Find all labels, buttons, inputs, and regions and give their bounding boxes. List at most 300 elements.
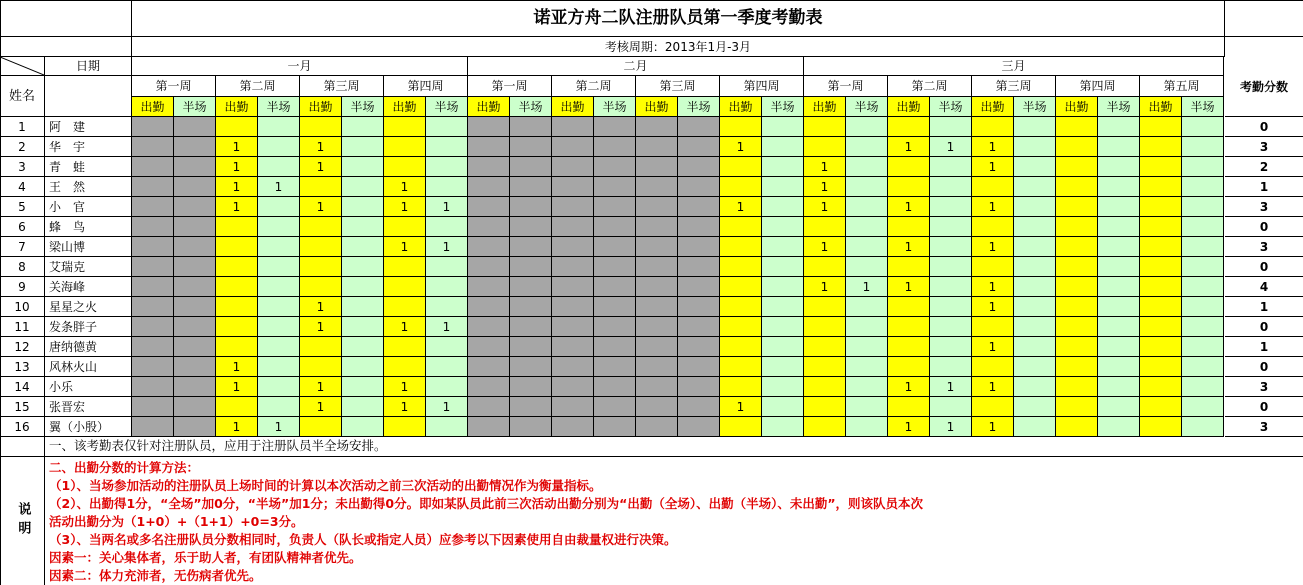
- row-number: 14: [0, 377, 45, 397]
- player-name: 关海峰: [45, 277, 132, 297]
- half-cell: [174, 157, 216, 177]
- attend-subheader: 出勤: [636, 97, 678, 117]
- attend-cell: [132, 257, 174, 277]
- attend-cell: [300, 257, 342, 277]
- attend-cell: [636, 137, 678, 157]
- attend-cell: [1140, 317, 1182, 337]
- attend-cell: 1: [804, 177, 846, 197]
- attend-cell: [1140, 277, 1182, 297]
- half-cell: 1: [426, 397, 468, 417]
- half-cell: [174, 357, 216, 377]
- half-cell: [930, 237, 972, 257]
- half-cell: [678, 217, 720, 237]
- half-subheader: 半场: [426, 97, 468, 117]
- player-name: 翼（小殷）: [45, 417, 132, 437]
- attend-cell: [552, 217, 594, 237]
- half-cell: [762, 157, 804, 177]
- attend-cell: 1: [384, 197, 426, 217]
- attend-cell: [468, 217, 510, 237]
- attend-cell: 1: [972, 137, 1014, 157]
- attend-cell: [132, 237, 174, 257]
- half-cell: [174, 137, 216, 157]
- half-cell: [762, 237, 804, 257]
- name-header-blank: [45, 76, 132, 117]
- half-cell: [678, 397, 720, 417]
- attend-cell: [216, 117, 258, 137]
- half-cell: [426, 377, 468, 397]
- half-cell: [930, 177, 972, 197]
- half-cell: [426, 277, 468, 297]
- half-cell: [1014, 237, 1056, 257]
- attend-cell: [468, 177, 510, 197]
- half-cell: [1014, 177, 1056, 197]
- attend-subheader: 出勤: [1056, 97, 1098, 117]
- attend-subheader: 出勤: [804, 97, 846, 117]
- half-cell: [846, 297, 888, 317]
- half-cell: [846, 377, 888, 397]
- attend-cell: [552, 317, 594, 337]
- attend-cell: [888, 297, 930, 317]
- attend-cell: [552, 377, 594, 397]
- half-cell: [594, 197, 636, 217]
- note-red-line: （2）、出勤得1分，“全场”加0分，“半场”加1分；未出勤得0分。即如某队员此前三次活动出勤分别为“出勤（全场）、出勤（半场）、未出勤”，则该队员本次: [49, 496, 924, 511]
- half-cell: [846, 117, 888, 137]
- half-cell: [1098, 257, 1140, 277]
- attend-cell: [132, 337, 174, 357]
- attend-cell: [1056, 137, 1098, 157]
- note-red-line: 因素二：体力充沛者，无伤病者优先。: [49, 568, 262, 583]
- attend-cell: 1: [384, 377, 426, 397]
- attend-cell: [384, 417, 426, 437]
- attend-cell: [552, 117, 594, 137]
- half-cell: 1: [258, 177, 300, 197]
- player-name: 王 然: [45, 177, 132, 197]
- attend-cell: 1: [888, 277, 930, 297]
- half-cell: [1014, 157, 1056, 177]
- row-number: 1: [0, 117, 45, 137]
- half-cell: [1014, 297, 1056, 317]
- week-header: 第二周: [552, 76, 636, 97]
- attend-cell: [636, 117, 678, 137]
- attend-cell: 1: [972, 337, 1014, 357]
- half-cell: [678, 137, 720, 157]
- diagonal-line-icon: [0, 57, 44, 75]
- row-number: 5: [0, 197, 45, 217]
- attend-cell: [1140, 177, 1182, 197]
- half-cell: [1098, 357, 1140, 377]
- attend-subheader: 出勤: [888, 97, 930, 117]
- attend-subheader: 出勤: [216, 97, 258, 117]
- attend-cell: 1: [888, 137, 930, 157]
- half-cell: [426, 177, 468, 197]
- attend-cell: [300, 177, 342, 197]
- attend-cell: [300, 337, 342, 357]
- attend-cell: [636, 277, 678, 297]
- title-right-cell: [1225, 0, 1303, 37]
- attend-cell: 1: [384, 317, 426, 337]
- attend-cell: [132, 217, 174, 237]
- attend-cell: [1140, 217, 1182, 237]
- half-cell: [594, 157, 636, 177]
- half-cell: [762, 297, 804, 317]
- attend-cell: [888, 117, 930, 137]
- half-cell: [426, 417, 468, 437]
- attend-subheader: 出勤: [720, 97, 762, 117]
- attend-cell: [300, 417, 342, 437]
- half-subheader: 半场: [174, 97, 216, 117]
- score-cell: 3: [1225, 237, 1303, 257]
- attend-subheader: 出勤: [552, 97, 594, 117]
- week-header: 第二周: [216, 76, 300, 97]
- player-name: 艾瑞克: [45, 257, 132, 277]
- row-number: 12: [0, 337, 45, 357]
- attend-cell: [636, 417, 678, 437]
- half-cell: [594, 337, 636, 357]
- half-cell: [174, 317, 216, 337]
- half-cell: [510, 217, 552, 237]
- half-cell: [930, 397, 972, 417]
- attend-cell: [1140, 357, 1182, 377]
- diagonal-corner-cell: [0, 57, 45, 76]
- week-header: 第一周: [804, 76, 888, 97]
- half-cell: [594, 277, 636, 297]
- half-cell: [1098, 297, 1140, 317]
- attend-cell: [1056, 277, 1098, 297]
- attend-cell: [636, 257, 678, 277]
- attend-cell: [1056, 337, 1098, 357]
- attend-cell: 1: [720, 397, 762, 417]
- half-cell: [342, 297, 384, 317]
- half-cell: [342, 377, 384, 397]
- period-label: 考核周期：2013年1月-3月: [132, 37, 1225, 57]
- half-cell: [1014, 357, 1056, 377]
- attend-cell: [636, 297, 678, 317]
- half-cell: [174, 337, 216, 357]
- attend-cell: 1: [888, 237, 930, 257]
- half-cell: [174, 377, 216, 397]
- row-number: 8: [0, 257, 45, 277]
- half-cell: [678, 357, 720, 377]
- score-cell: 3: [1225, 197, 1303, 217]
- half-cell: [1182, 417, 1224, 437]
- half-cell: [846, 337, 888, 357]
- attend-cell: 1: [300, 397, 342, 417]
- half-cell: [1182, 337, 1224, 357]
- half-cell: [762, 197, 804, 217]
- attend-cell: [1056, 217, 1098, 237]
- player-name: 星星之火: [45, 297, 132, 317]
- half-cell: [426, 137, 468, 157]
- half-cell: [594, 137, 636, 157]
- half-cell: [342, 177, 384, 197]
- attend-cell: 1: [972, 417, 1014, 437]
- attend-cell: [636, 357, 678, 377]
- half-cell: [930, 357, 972, 377]
- month-header: 二月: [468, 57, 804, 76]
- half-cell: [594, 217, 636, 237]
- half-cell: [930, 337, 972, 357]
- score-cell: 0: [1225, 217, 1303, 237]
- week-header: 第五周: [1140, 76, 1224, 97]
- half-cell: [342, 237, 384, 257]
- player-name: 青 蛙: [45, 157, 132, 177]
- half-cell: [846, 417, 888, 437]
- attend-cell: 1: [216, 137, 258, 157]
- half-cell: [1014, 377, 1056, 397]
- half-cell: [1098, 377, 1140, 397]
- attend-cell: [636, 217, 678, 237]
- half-cell: [762, 357, 804, 377]
- attend-cell: [552, 297, 594, 317]
- note-red-line: （1）、当场参加活动的注册队员上场时间的计算以本次活动之前三次活动的出勤情况作为衡量指标。: [49, 478, 602, 493]
- half-cell: [678, 197, 720, 217]
- half-cell: [762, 277, 804, 297]
- attend-cell: [636, 397, 678, 417]
- half-cell: [762, 337, 804, 357]
- attend-subheader: 出勤: [300, 97, 342, 117]
- half-cell: [930, 277, 972, 297]
- half-cell: [258, 397, 300, 417]
- attend-cell: [804, 117, 846, 137]
- half-cell: [258, 117, 300, 137]
- half-cell: [678, 337, 720, 357]
- half-cell: [342, 417, 384, 437]
- row-number: 4: [0, 177, 45, 197]
- half-cell: [174, 197, 216, 217]
- half-cell: [510, 317, 552, 337]
- attend-cell: [468, 237, 510, 257]
- half-cell: [174, 217, 216, 237]
- half-cell: [258, 317, 300, 337]
- half-cell: [1182, 277, 1224, 297]
- half-cell: [846, 397, 888, 417]
- attend-cell: [384, 337, 426, 357]
- half-cell: [846, 237, 888, 257]
- attend-cell: [384, 277, 426, 297]
- half-cell: [1014, 257, 1056, 277]
- half-cell: [1098, 417, 1140, 437]
- row-number: 9: [0, 277, 45, 297]
- note-red-line: 活动出勤分为（1+0）+（1+1）+0=3分。: [49, 514, 304, 529]
- row-number: 16: [0, 417, 45, 437]
- note-red-line: 因素一：关心集体者，乐于助人者，有团队精神者优先。: [49, 550, 362, 565]
- attend-cell: [1056, 417, 1098, 437]
- attend-cell: [804, 137, 846, 157]
- half-cell: [678, 277, 720, 297]
- attend-cell: [972, 177, 1014, 197]
- attend-cell: 1: [384, 397, 426, 417]
- attend-cell: [1140, 117, 1182, 137]
- half-cell: [930, 217, 972, 237]
- half-cell: [258, 257, 300, 277]
- attend-cell: 1: [720, 137, 762, 157]
- week-header: 第一周: [132, 76, 216, 97]
- attend-cell: 1: [216, 157, 258, 177]
- half-cell: [1014, 277, 1056, 297]
- attend-cell: [132, 137, 174, 157]
- attend-cell: [1056, 397, 1098, 417]
- attend-cell: [804, 217, 846, 237]
- half-cell: [678, 157, 720, 177]
- attend-cell: [1056, 377, 1098, 397]
- period-left-cell: [0, 37, 132, 57]
- half-cell: [1098, 177, 1140, 197]
- half-cell: [594, 397, 636, 417]
- attend-cell: [1056, 177, 1098, 197]
- week-header: 第三周: [972, 76, 1056, 97]
- half-cell: 1: [426, 197, 468, 217]
- attend-cell: [384, 357, 426, 377]
- attend-cell: [552, 277, 594, 297]
- half-cell: 1: [426, 317, 468, 337]
- attend-cell: [1056, 257, 1098, 277]
- half-cell: [846, 137, 888, 157]
- half-cell: [258, 237, 300, 257]
- attend-cell: [804, 397, 846, 417]
- attend-cell: 1: [300, 317, 342, 337]
- attend-cell: [888, 177, 930, 197]
- player-name: 张晋宏: [45, 397, 132, 417]
- half-cell: [342, 277, 384, 297]
- score-header: 考勤分数: [1225, 57, 1303, 117]
- attend-cell: 1: [216, 377, 258, 397]
- half-cell: [1182, 177, 1224, 197]
- half-cell: [678, 117, 720, 137]
- corner-top-cell: [0, 0, 132, 37]
- attend-cell: [468, 297, 510, 317]
- half-cell: [1098, 217, 1140, 237]
- row-number: 6: [0, 217, 45, 237]
- half-cell: [846, 257, 888, 277]
- attend-cell: [804, 377, 846, 397]
- row-number: 7: [0, 237, 45, 257]
- half-cell: [342, 157, 384, 177]
- attend-cell: [1140, 397, 1182, 417]
- score-cell: 3: [1225, 417, 1303, 437]
- half-cell: [174, 397, 216, 417]
- half-cell: [258, 277, 300, 297]
- attend-cell: [888, 157, 930, 177]
- month-header: 三月: [804, 57, 1224, 76]
- half-cell: [1182, 137, 1224, 157]
- half-cell: [174, 417, 216, 437]
- attend-cell: [132, 357, 174, 377]
- week-header: 第四周: [384, 76, 468, 97]
- half-cell: [1098, 137, 1140, 157]
- attend-cell: [804, 297, 846, 317]
- attend-cell: [636, 177, 678, 197]
- player-name: 风林火山: [45, 357, 132, 377]
- score-cell: 0: [1225, 257, 1303, 277]
- attend-cell: [1140, 237, 1182, 257]
- attend-cell: 1: [216, 357, 258, 377]
- half-cell: [426, 337, 468, 357]
- player-name: 小 官: [45, 197, 132, 217]
- player-name: 阿 建: [45, 117, 132, 137]
- half-cell: [1014, 137, 1056, 157]
- half-cell: [342, 217, 384, 237]
- half-cell: [258, 197, 300, 217]
- attend-subheader: 出勤: [468, 97, 510, 117]
- week-header: 第三周: [300, 76, 384, 97]
- half-cell: 1: [846, 277, 888, 297]
- half-cell: 1: [930, 137, 972, 157]
- attend-cell: [132, 197, 174, 217]
- attend-cell: [720, 357, 762, 377]
- attend-cell: [636, 157, 678, 177]
- attend-subheader: 出勤: [972, 97, 1014, 117]
- half-cell: [426, 217, 468, 237]
- attend-cell: [636, 377, 678, 397]
- score-cell: 2: [1225, 157, 1303, 177]
- player-name: 小乐: [45, 377, 132, 397]
- half-cell: [426, 257, 468, 277]
- half-cell: [1182, 317, 1224, 337]
- attend-cell: [216, 397, 258, 417]
- attend-cell: [468, 377, 510, 397]
- attend-cell: [720, 117, 762, 137]
- half-cell: [174, 117, 216, 137]
- half-cell: [1098, 237, 1140, 257]
- attend-cell: [636, 197, 678, 217]
- half-cell: [594, 257, 636, 277]
- note-red-line: 二、出勤分数的计算方法：: [49, 460, 200, 475]
- half-cell: [342, 357, 384, 377]
- attend-cell: [804, 337, 846, 357]
- half-cell: [342, 397, 384, 417]
- half-cell: [510, 257, 552, 277]
- half-subheader: 半场: [762, 97, 804, 117]
- attend-cell: [216, 237, 258, 257]
- half-subheader: 半场: [1182, 97, 1224, 117]
- half-cell: [678, 237, 720, 257]
- half-cell: [510, 137, 552, 157]
- attend-cell: [888, 357, 930, 377]
- half-cell: [510, 377, 552, 397]
- attend-cell: [384, 217, 426, 237]
- row-number: 13: [0, 357, 45, 377]
- half-cell: [510, 297, 552, 317]
- attend-cell: 1: [300, 197, 342, 217]
- half-cell: [426, 297, 468, 317]
- attend-cell: [468, 317, 510, 337]
- attend-cell: 1: [384, 237, 426, 257]
- half-cell: [678, 417, 720, 437]
- attend-cell: [1056, 197, 1098, 217]
- attend-cell: [552, 197, 594, 217]
- half-cell: [678, 377, 720, 397]
- half-subheader: 半场: [1098, 97, 1140, 117]
- half-cell: [1098, 197, 1140, 217]
- score-cell: 1: [1225, 177, 1303, 197]
- attend-cell: [1056, 117, 1098, 137]
- attend-cell: [384, 117, 426, 137]
- attend-cell: 1: [300, 297, 342, 317]
- attend-cell: [1140, 197, 1182, 217]
- player-name: 唐纳德黄: [45, 337, 132, 357]
- half-cell: [342, 117, 384, 137]
- attend-cell: [636, 237, 678, 257]
- score-cell: 0: [1225, 317, 1303, 337]
- attend-cell: [1056, 237, 1098, 257]
- week-header: 第一周: [468, 76, 552, 97]
- attend-cell: [636, 317, 678, 337]
- half-cell: [1014, 417, 1056, 437]
- attend-cell: [888, 337, 930, 357]
- attend-cell: [132, 297, 174, 317]
- half-cell: [174, 297, 216, 317]
- attend-cell: [132, 117, 174, 137]
